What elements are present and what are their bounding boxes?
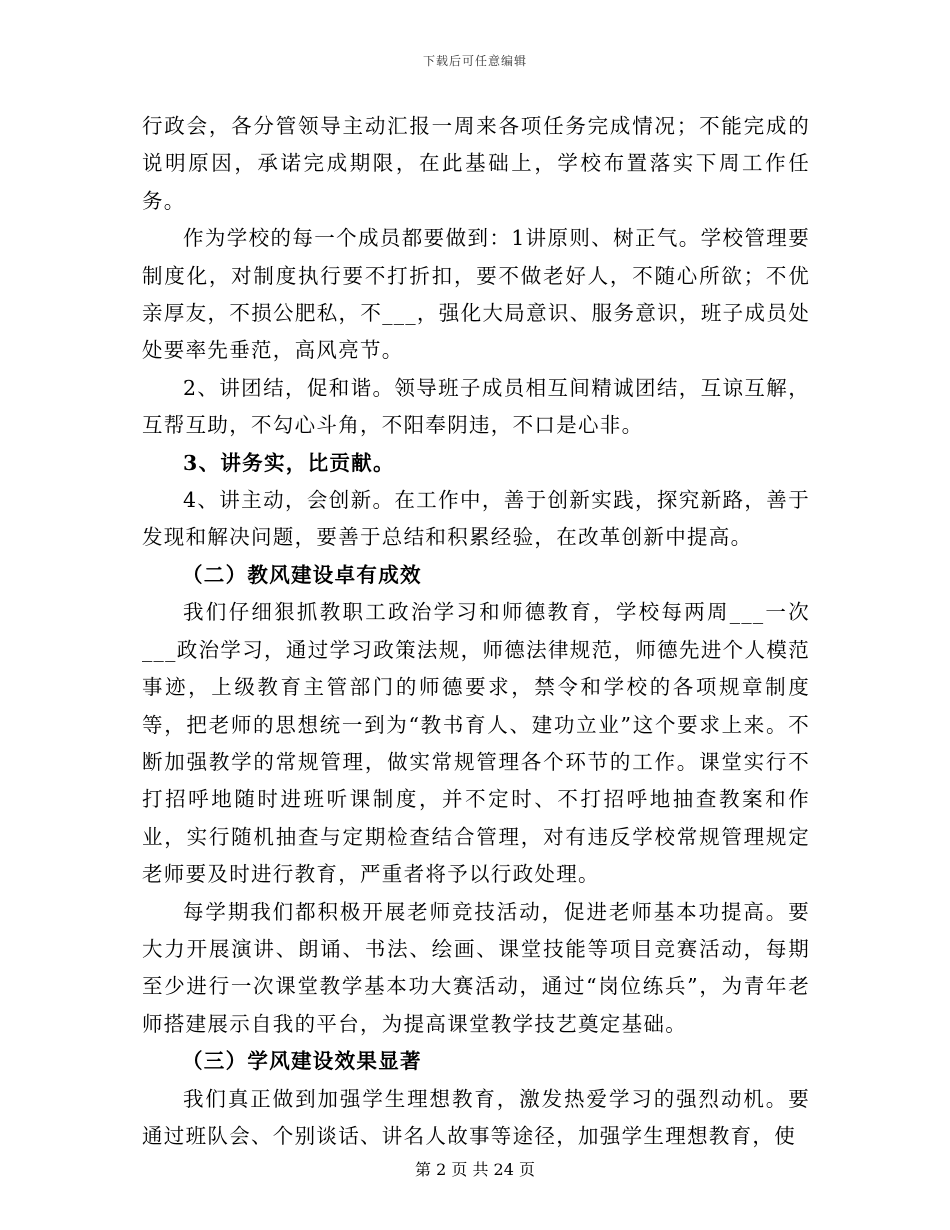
- paragraph-teacher-ethics: 我们仔细狠抓教职工政治学习和师德教育，学校每两周___一次___政治学习，通过学习政策法规，师德法律规范，师德先进个人模范事迹，上级教育主管部门的师德要求，禁令和学校的各项规章制度等，把老师的思想统一到为“教书育人、建功立业”这个要求上来。不断加强教学的常规管理，做实常规管理各个环节的工作。课堂实行不打招呼地随时进班听课制度，并不定时、不打招呼地抽查教案和作业，实行随机抽查与定期检查结合管理，对有违反学校常规管理规定老师要及时进行教育，严重者将予以行政处理。: [142, 600, 810, 887]
- paragraph-principles: 作为学校的每一个成员都要做到：1讲原则、树正气。学校管理要制度化，对制度执行要不打折扣，要不做老好人，不随心所欲；不优亲厚友，不损公肥私，不___，强化大局意识、服务意识，班子成员处处要率先垂范，高风亮节。: [142, 226, 810, 363]
- page-number: 第 2 页 共 24 页: [415, 1160, 535, 1179]
- paragraph-continuation: 行政会，各分管领导主动汇报一周来各项任务完成情况；不能完成的说明原因，承诺完成期限，在此基础上，学校布置落实下周工作任务。: [142, 114, 810, 213]
- page-header-note: 下载后可任意编辑: [422, 54, 527, 68]
- paragraph-unity: 2、讲团结，促和谐。领导班子成员相互间精诚团结，互谅互解，互帮互助，不勾心斗角，不阳奉阴违，不口是心非。: [142, 375, 810, 438]
- paragraph-initiative: 4、讲主动，会创新。在工作中，善于创新实践，探究新路，善于发现和解决问题，要善于总结和积累经验，在改革创新中提高。: [142, 488, 810, 550]
- paragraph-student-ideals: 我们真正做到加强学生理想教育，激发热爱学习的强烈动机。要通过班队会、个别谈话、讲名人故事等途径，加强学生理想教育，使: [142, 1086, 810, 1148]
- paragraph-teacher-competition: 每学期我们都积极开展老师竞技活动，促进老师基本功提高。要大力开展演讲、朗诵、书法、绘画、课堂技能等项目竞赛活动，每期至少进行一次课堂教学基本功大赛活动，通过“岗位练兵”，为青年老师搭建展示自我的平台，为提高课堂教学技艺奠定基础。: [142, 899, 810, 1036]
- section-heading-teaching-style: （二）教风建设卓有成效: [182, 562, 422, 587]
- document-body: [142, 108, 810, 1155]
- section-heading-study-style: （三）学风建设效果显著: [182, 1049, 422, 1074]
- paragraph-pragmatism: 3、讲务实，比贡献。: [183, 450, 395, 475]
